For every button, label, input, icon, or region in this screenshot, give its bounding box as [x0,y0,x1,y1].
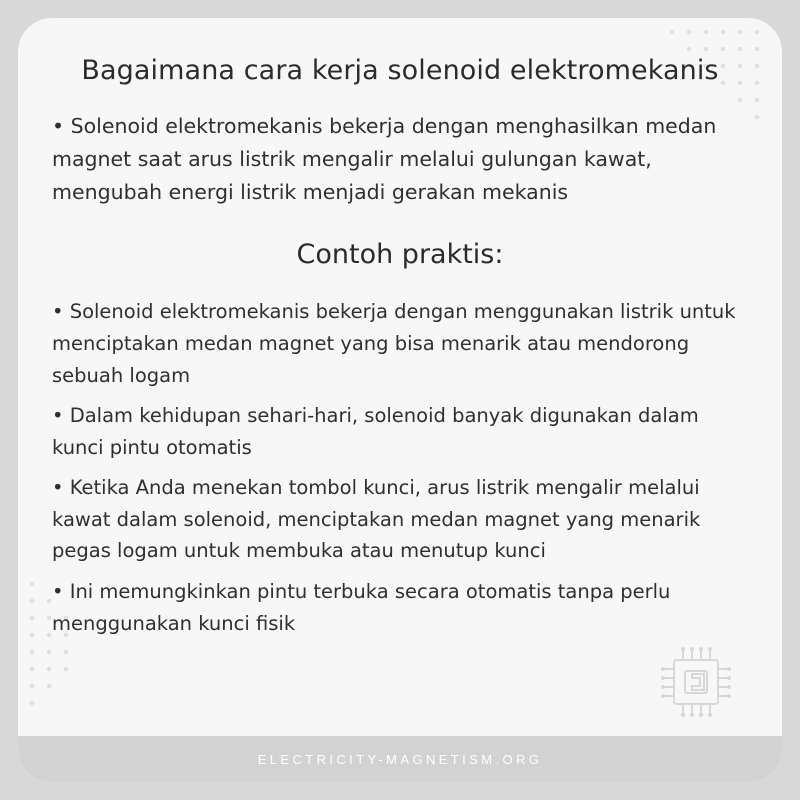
microchip-icon [654,640,738,724]
list-item: • Solenoid elektromekanis bekerja dengan menggunakan listrik untuk menciptakan medan magnet yang bisa menarik atau mendorong sebuah logam [52,300,736,387]
footer-bar [18,736,782,782]
section-subheading: Contoh praktis: [296,239,504,271]
content-card [18,18,782,782]
footer-site-label: ELECTRICITY-MAGNETISM.ORG [257,751,543,767]
lead-paragraph: • Solenoid elektromekanis bekerja dengan menghasilkan medan magnet saat arus listrik mengalir melalui gulungan kawat, mengubah energi listrik menjadi gerakan mekanis [52,113,717,205]
list-item: • Ini memungkinkan pintu terbuka secara otomatis tanpa perlu menggunakan kunci fisik [52,579,671,635]
list-item: • Ketika Anda menekan tombol kunci, arus listrik mengalir melalui kawat dalam solenoid, menciptakan medan magnet yang menarik pegas logam untuk membuka atau menutup kunci [52,476,701,563]
bullet-list [52,296,748,639]
list-item: • Dalam kehidupan sehari-hari, solenoid banyak digunakan dalam kunci pintu otomatis [52,404,699,459]
page-title: Bagaimana cara kerja solenoid elektromekanis [81,55,719,86]
card-body [18,18,782,648]
